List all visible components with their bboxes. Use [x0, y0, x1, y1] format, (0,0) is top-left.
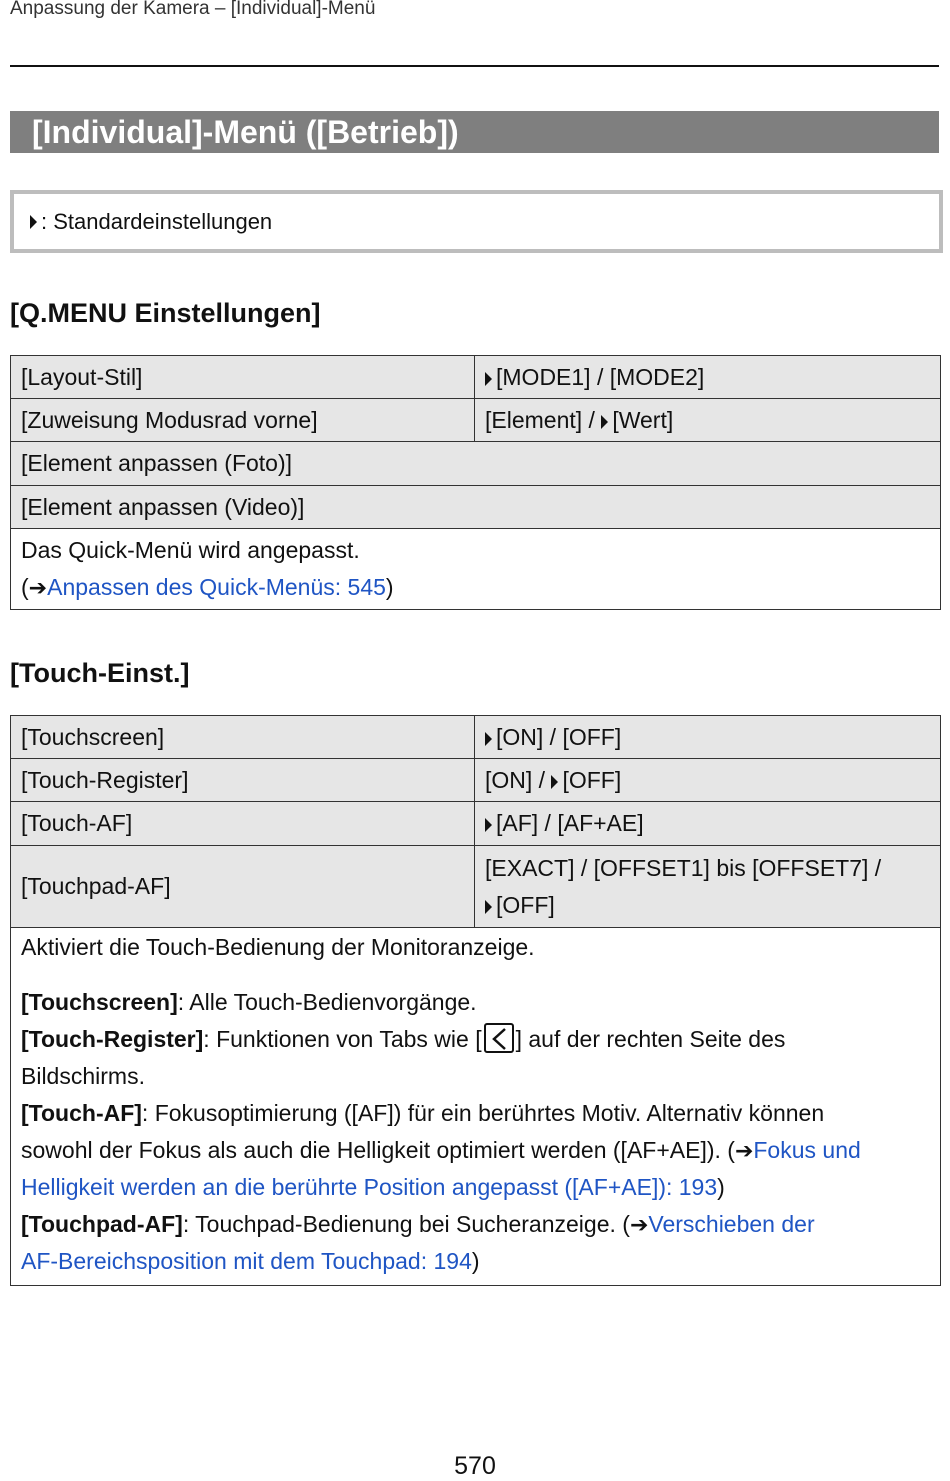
default-marker-icon [485, 372, 492, 386]
paren-close: ) [471, 1248, 480, 1274]
reference-link[interactable]: Helligkeit werden an die berührte Position angepasst ([AF+AE]): 193 [21, 1174, 718, 1200]
setting-value [475, 356, 941, 399]
setting-label: [Touchscreen] [11, 716, 475, 759]
setting-label: [Touch-AF] [11, 802, 475, 846]
reference [21, 569, 930, 606]
section-title-qmenu: [Q.MENU Einstellungen] [10, 298, 321, 328]
item-term: [Touchscreen] [21, 989, 178, 1015]
setting-label: [Layout-Stil] [11, 356, 475, 399]
option-other: [ON] / [485, 766, 552, 793]
setting-value [475, 716, 941, 759]
option-default: [ON] / [OFF] [496, 723, 622, 750]
page-title: [Individual]-Menü ([Betrieb]) [10, 111, 939, 153]
setting-value [475, 846, 941, 928]
item-term: [Touch-AF] [21, 1100, 142, 1126]
setting-label: [Element anpassen (Foto)] [11, 442, 941, 486]
table-row [11, 802, 941, 846]
description-item-cont [21, 1169, 930, 1206]
reference-link[interactable]: Anpassen des Quick-Menüs: 545 [47, 574, 386, 600]
description-item-cont [21, 1132, 930, 1169]
reference-link[interactable]: Fokus und [753, 1137, 861, 1163]
default-marker-icon [30, 215, 37, 229]
breadcrumb: Anpassung der Kamera – [Individual]-Menü [10, 0, 376, 19]
default-marker-icon [601, 415, 608, 429]
item-text: : Touchpad-Bedienung bei Sucheranzeige. ( [182, 1211, 630, 1237]
item-text: sowohl der Fokus als auch die Helligkeit optimiert werden ([AF+AE]). ( [21, 1137, 735, 1163]
setting-value [475, 399, 941, 442]
tab-chevron-left-icon [484, 1023, 514, 1053]
arrow-right-icon: ➔ [629, 1212, 649, 1237]
touch-table [10, 715, 941, 1286]
qmenu-table [10, 355, 941, 610]
table-row [11, 928, 941, 1286]
defaults-legend-text: : Standardeinstellungen [41, 208, 273, 234]
table-row [11, 486, 941, 529]
section-title-touch: [Touch-Einst.] [10, 658, 190, 688]
option-default: [AF] / [AF+AE] [496, 810, 644, 836]
option-default: [Wert] [612, 406, 674, 433]
description-item [21, 1021, 930, 1058]
table-row [11, 399, 941, 442]
description-item-cont: Bildschirms. [21, 1063, 145, 1089]
option-other: [EXACT] / [OFFSET1] bis [OFFSET7] / [485, 854, 882, 881]
setting-value [475, 759, 941, 802]
option-other: [Element] / [485, 406, 602, 433]
table-row [11, 716, 941, 759]
arrow-right-icon: ➔ [734, 1138, 754, 1163]
paren-close: ) [385, 574, 394, 600]
setting-value [475, 802, 941, 846]
arrow-right-icon: ➔ [28, 575, 48, 600]
item-term: [Touch-Register] [21, 1026, 204, 1052]
table-row [11, 356, 941, 399]
setting-label: [Touch-Register] [11, 759, 475, 802]
table-row [11, 529, 941, 610]
description-item-cont [21, 1243, 930, 1280]
item-text: : Fokusoptimierung ([AF]) für ein berührtes Motiv. Alternativ können [141, 1100, 825, 1126]
default-marker-icon [551, 775, 558, 789]
item-text: : Funktionen von Tabs wie [ [203, 1026, 482, 1052]
paren-open: ( [21, 574, 29, 600]
table-row [11, 759, 941, 802]
defaults-legend [10, 190, 943, 253]
reference-link[interactable]: AF-Bereichsposition mit dem Touchpad: 194 [21, 1248, 472, 1274]
option-default: [MODE1] / [MODE2] [496, 363, 705, 390]
header-divider [10, 65, 939, 67]
item-text: ] auf der rechten Seite des [515, 1026, 786, 1052]
table-row [11, 846, 941, 928]
default-marker-icon [485, 732, 492, 746]
description-item [21, 1206, 930, 1243]
default-marker-icon [485, 818, 492, 832]
setting-label: [Touchpad-AF] [11, 846, 475, 928]
table-row [11, 442, 941, 486]
item-term: [Touchpad-AF] [21, 1211, 183, 1237]
paren-close: ) [717, 1174, 725, 1200]
description-intro: Aktiviert die Touch-Bedienung der Monitoranzeige. [21, 934, 535, 960]
setting-label: [Zuweisung Modusrad vorne] [11, 399, 475, 442]
description-text: Das Quick-Menü wird angepasst. [21, 537, 360, 563]
item-text: : Alle Touch-Bedienvorgänge. [177, 989, 477, 1015]
page-number: 570 [454, 1452, 496, 1480]
setting-label: [Element anpassen (Video)] [11, 486, 941, 529]
default-marker-icon [485, 900, 492, 914]
option-default: [OFF] [496, 891, 555, 918]
setting-description [11, 529, 941, 610]
reference-link[interactable]: Verschieben der [648, 1211, 815, 1237]
setting-description [11, 928, 941, 1286]
description-item [21, 984, 930, 1021]
description-item [21, 1095, 930, 1132]
option-default: [OFF] [562, 766, 622, 793]
